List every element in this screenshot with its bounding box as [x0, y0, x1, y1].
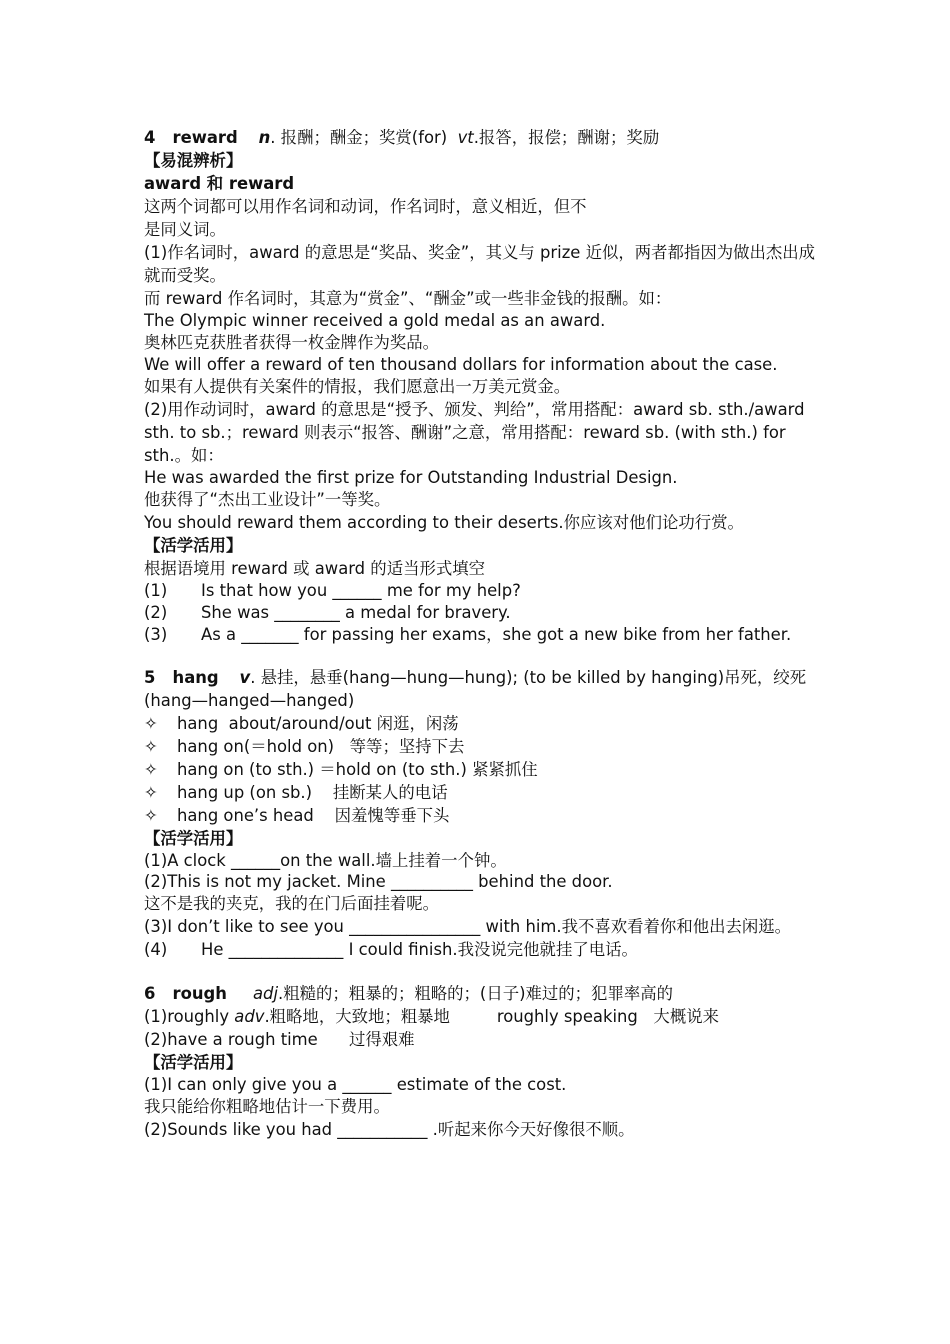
- derivative-item: (1)roughly adv.粗略地，大致地；粗暴地 roughly speaking 大概说来: [144, 1007, 719, 1026]
- spacer: [144, 645, 824, 666]
- star-bullet-icon: ✧: [144, 737, 158, 756]
- section-label-practice: 【活学活用】: [144, 829, 243, 848]
- exercise-number: (2): [144, 603, 168, 622]
- entry-word: reward: [172, 128, 238, 147]
- exercise-text: As a _______ for passing her exams，she got a new bike from her father.: [201, 625, 792, 644]
- exercise-item: [144, 624, 824, 645]
- definition: .报答，报偿；酬谢；奖励: [473, 128, 660, 147]
- example-sentence: You should reward them according to their deserts.你应该对他们论功行赏。: [144, 513, 744, 532]
- entry-word: hang: [172, 668, 219, 687]
- document-body: [144, 126, 824, 1141]
- part-of-speech: vt: [457, 128, 474, 147]
- exercise-text: Is that how you ______ me for my help?: [201, 581, 521, 600]
- exercise-item: (1)I can only give you a ______ estimate of the cost.: [144, 1075, 567, 1094]
- phrase-text: hang on(＝hold on) 等等；坚持下去: [177, 737, 465, 756]
- entry-heading-hang: [144, 666, 824, 712]
- phrase-item: [144, 735, 824, 758]
- exercise-item: [144, 580, 824, 601]
- spacer: [144, 961, 824, 982]
- example-chinese: 他获得了“杰出工业设计”一等奖。: [144, 490, 391, 509]
- exercise-instruction: 根据语境用 reward 或 award 的适当形式填空: [144, 559, 486, 578]
- exercise-translation: 这不是我的夹克，我的在门后面挂着呢。: [144, 894, 440, 913]
- definition: .粗糙的；粗暴的；粗略的；(日子)难过的；犯罪率高的: [278, 984, 674, 1003]
- paragraph: (1)作名词时，award 的意思是“奖品、奖金”，其义与 prize 近似，两者都指因为做出杰出成就而受奖。: [144, 243, 816, 285]
- paragraph: 而 reward 作名词时，其意为“赏金”、“酬金”或一些非金钱的报酬。如：: [144, 289, 672, 308]
- exercise-item: (2)Sounds like you had ___________ .听起来你今天好像很不顺。: [144, 1120, 635, 1139]
- phrase-item: [144, 804, 824, 827]
- exercise-text: She was ________ a medal for bravery.: [201, 603, 511, 622]
- phrase-item: [144, 781, 824, 804]
- comparison-title: award 和 reward: [144, 174, 295, 193]
- section-label-practice: 【活学活用】: [144, 1053, 243, 1072]
- paragraph: 这两个词都可以用作名词和动词，作名词时，意义相近，但不: [144, 197, 587, 216]
- definition: . 报酬；酬金；奖赏(for): [270, 128, 448, 147]
- section-label-confusion: 【易混辨析】: [144, 151, 243, 170]
- exercise-item: [144, 938, 824, 961]
- phrase-item: [144, 758, 824, 781]
- example-chinese: 奥林匹克获胜者获得一枚金牌作为奖品。: [144, 333, 440, 352]
- phrase-item: [144, 712, 824, 735]
- entry-number: 4: [144, 128, 156, 147]
- phrase-text: hang up (on sb.) 挂断某人的电话: [177, 783, 448, 802]
- phrase-text: hang on (to sth.) ＝hold on (to sth.) 紧紧抓住: [177, 760, 538, 779]
- part-of-speech: adj: [253, 984, 279, 1003]
- star-bullet-icon: ✧: [144, 806, 158, 825]
- exercise-item: (3)I don’t like to see you ________________ with him.我不喜欢看着你和他出去闲逛。: [144, 917, 792, 936]
- entry-number: 5: [144, 668, 156, 687]
- exercise-translation: 我只能给你粗略地估计一下费用。: [144, 1097, 390, 1116]
- exercise-item: [144, 601, 824, 624]
- exercise-item: (1)A clock ______on the wall.墙上挂着一个钟。: [144, 851, 507, 870]
- part-of-speech: adv: [234, 1007, 265, 1026]
- star-bullet-icon: ✧: [144, 760, 158, 779]
- phrase-item: (2)have a rough time 过得艰难: [144, 1030, 415, 1049]
- definition: . 悬挂，悬垂(hang—hung—hung); (to be killed by hanging)吊死，绞死(hang—hanged—hanged): [144, 668, 807, 710]
- exercise-number: (4): [144, 940, 168, 959]
- entry-word: rough: [172, 984, 227, 1003]
- star-bullet-icon: ✧: [144, 783, 158, 802]
- part-of-speech: n: [258, 128, 271, 147]
- exercise-text: He ______________ I could finish.我没说完他就挂了电话。: [201, 940, 638, 959]
- section-label-practice: 【活学活用】: [144, 536, 243, 555]
- part-of-speech: v: [239, 668, 251, 687]
- example-english: He was awarded the first prize for Outstanding Industrial Design.: [144, 468, 678, 487]
- phrase-text: hang about/around/out 闲逛，闲荡: [177, 714, 459, 733]
- entry-number: 6: [144, 984, 156, 1003]
- star-bullet-icon: ✧: [144, 714, 158, 733]
- paragraph: 是同义词。: [144, 220, 226, 239]
- example-chinese: 如果有人提供有关案件的情报，我们愿意出一万美元赏金。: [144, 377, 571, 396]
- phrase-text: hang one’s head 因羞愧等垂下头: [177, 806, 450, 825]
- exercise-item: (2)This is not my jacket. Mine __________ behind the door.: [144, 872, 613, 891]
- exercise-number: (3): [144, 625, 168, 644]
- entry-heading-rough: [144, 982, 824, 1005]
- exercise-number: (1): [144, 581, 168, 600]
- entry-heading-reward: [144, 126, 824, 149]
- example-english: The Olympic winner received a gold medal as an award.: [144, 311, 606, 330]
- example-english: We will offer a reward of ten thousand dollars for information about the case.: [144, 355, 778, 374]
- paragraph: (2)用作动词时，award 的意思是“授予、颁发、判给”，常用搭配：award sb. sth./award sth. to sb.；reward 则表示“报答、酬谢”之意，常用搭配：reward sb. (with sth.) for sth.。如：: [144, 400, 810, 465]
